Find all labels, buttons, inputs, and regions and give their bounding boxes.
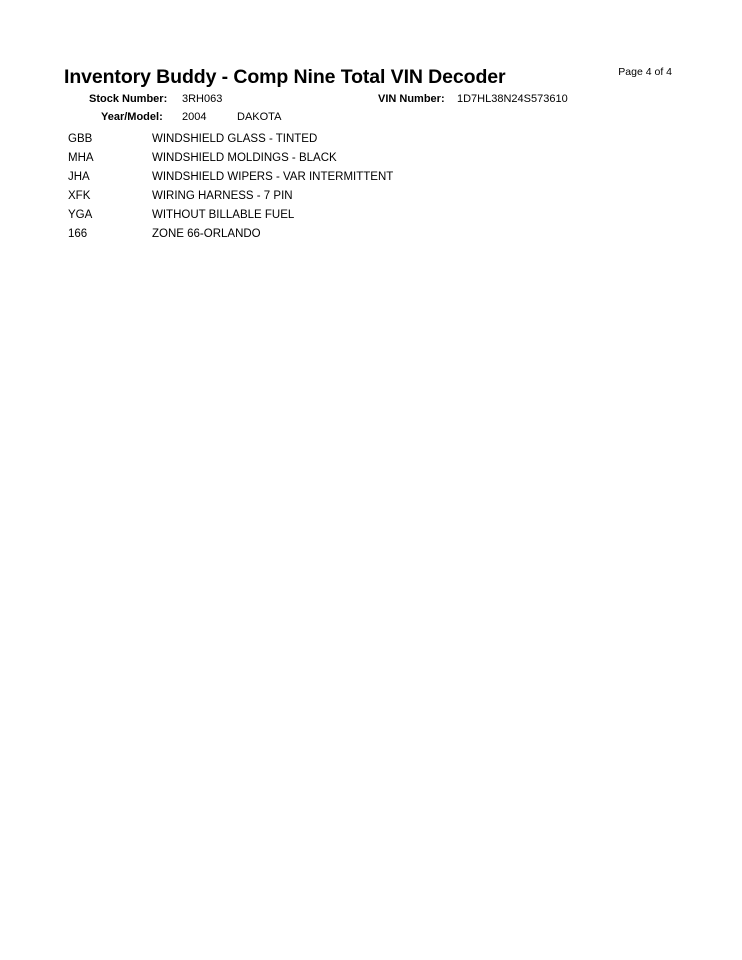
option-code-list [0,133,742,247]
vin-number-label: VIN Number: [378,93,445,105]
year-value: 2004 [182,111,207,123]
option-description: WINDSHIELD MOLDINGS - BLACK [152,152,337,164]
vin-number-value: 1D7HL38N24S573610 [457,93,568,105]
option-description: WITHOUT BILLABLE FUEL [152,209,295,221]
option-code: MHA [68,152,94,164]
list-item [0,209,742,228]
option-description: WINDSHIELD WIPERS - VAR INTERMITTENT [152,171,394,183]
year-model-label: Year/Model: [101,111,163,123]
list-item [0,190,742,209]
page-title: Inventory Buddy - Comp Nine Total VIN Decoder [64,66,506,88]
list-item [0,228,742,247]
stock-number-value: 3RH063 [182,93,223,105]
option-code: GBB [68,133,93,145]
option-description: ZONE 66-ORLANDO [152,228,261,240]
option-code: XFK [68,190,91,202]
option-code: 166 [68,228,88,240]
page-indicator: Page 4 of 4 [618,66,672,78]
stock-number-label: Stock Number: [89,93,168,105]
option-code: JHA [68,171,90,183]
vehicle-meta-block [0,93,742,129]
list-item [0,133,742,152]
option-code: YGA [68,209,93,221]
list-item [0,171,742,190]
model-value: DAKOTA [237,111,282,123]
option-description: WIRING HARNESS - 7 PIN [152,190,293,202]
list-item [0,152,742,171]
option-description: WINDSHIELD GLASS - TINTED [152,133,318,145]
